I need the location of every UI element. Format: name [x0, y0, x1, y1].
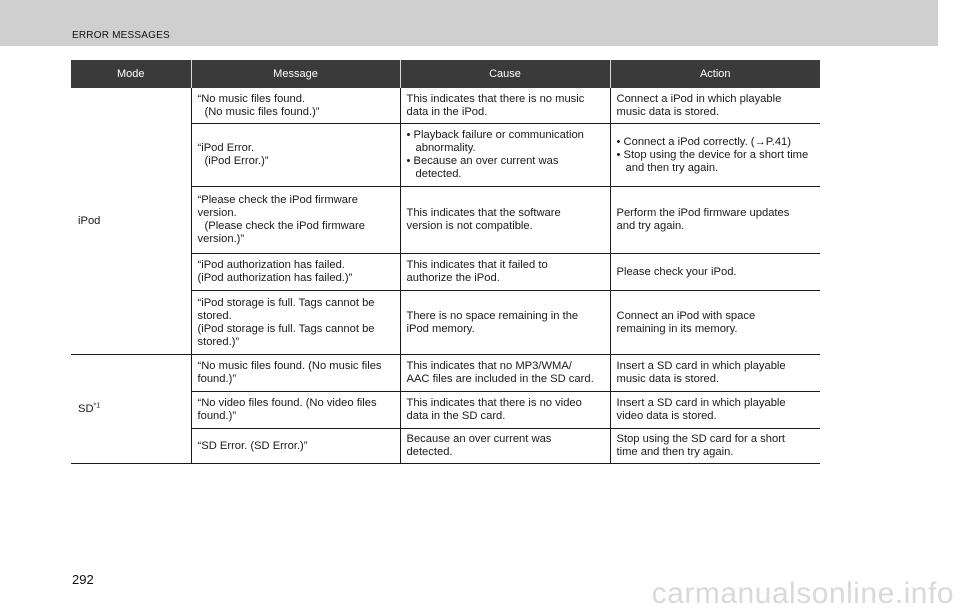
cause-text: This indicates that it failed to: [406, 259, 548, 271]
cause-text: detected.: [406, 446, 453, 458]
cause-cell: [400, 429, 610, 464]
cause-cell: [400, 355, 610, 392]
message-cell: [191, 355, 400, 392]
message-text: (iPod Error.)”: [204, 155, 269, 167]
action-cell: [610, 88, 820, 124]
cause-text: iPod memory.: [406, 322, 475, 335]
message-cell: [191, 291, 400, 355]
message-text: “No music files found.: [197, 92, 306, 105]
message-text: “Please check the iPod firmware: [197, 194, 358, 206]
action-cell: [610, 429, 820, 464]
action-text: Please check your iPod.: [616, 265, 737, 278]
cause-text: data in the iPod.: [406, 105, 488, 118]
watermark: carmanualsonline.info: [651, 577, 954, 610]
action-text: and try again.: [616, 220, 685, 232]
action-cell: [610, 291, 820, 355]
section-title: ERROR MESSAGES: [72, 30, 170, 41]
message-text: version.: [197, 207, 237, 219]
message-text: “iPod authorization has failed.: [197, 259, 345, 271]
error-messages-table: [71, 60, 820, 464]
action-text: Insert a SD card in which playable: [616, 360, 786, 372]
action-cell: [610, 187, 820, 254]
message-cell: [191, 187, 400, 254]
cause-text: There is no space remaining in the: [406, 309, 579, 322]
cause-text: This indicates that no MP3/WMA/: [406, 360, 572, 372]
cause-cell: [400, 392, 610, 429]
action-text: video data is stored.: [616, 410, 717, 422]
action-text: music data is stored.: [616, 373, 720, 385]
message-text: stored.)”: [197, 335, 240, 348]
message-cell: [191, 429, 400, 464]
cause-cell: [400, 187, 610, 254]
cause-text: AAC files are included in the SD card.: [406, 373, 594, 385]
column-header-action: Action: [610, 60, 820, 88]
table-row: [71, 355, 820, 392]
table-header-row: [71, 60, 820, 88]
message-text: “iPod Error.: [197, 142, 255, 154]
cause-cell: [400, 124, 610, 187]
action-text: time and then try again.: [616, 446, 734, 458]
cause-text: version is not compatible.: [406, 220, 533, 232]
cause-text: data in the SD card.: [406, 410, 506, 422]
cause-text: This indicates that there is no music: [406, 92, 585, 105]
action-cell: [610, 124, 820, 187]
column-header-message: Message: [191, 60, 400, 88]
message-cell: [191, 124, 400, 187]
cause-bullet: • Playback failure or communication abnormality.: [406, 129, 584, 154]
action-text: Insert a SD card in which playable: [616, 397, 786, 409]
message-text: (iPod storage is full. Tags cannot be: [197, 322, 375, 335]
message-cell: [191, 392, 400, 429]
action-text: Connect an iPod with space: [616, 309, 756, 322]
message-text: (Please check the iPod firmware: [204, 220, 365, 232]
action-cell: [610, 392, 820, 429]
message-text: (No music files found.)”: [204, 105, 320, 118]
message-text: (iPod authorization has failed.)”: [197, 272, 353, 284]
message-text: “iPod storage is full. Tags cannot be: [197, 296, 375, 309]
message-text: “SD Error. (SD Error.)”: [197, 439, 308, 452]
message-text: “No music files found. (No music files: [197, 360, 382, 372]
column-header-cause: Cause: [400, 60, 610, 88]
cause-text: This indicates that there is no video: [406, 397, 582, 409]
cause-text: Because an over current was: [406, 433, 552, 445]
message-text: found.)”: [197, 373, 237, 385]
action-text: Connect a iPod in which playable: [616, 92, 782, 105]
cause-bullet: • Because an over current was detected.: [406, 155, 559, 180]
action-cell: [610, 355, 820, 392]
footnote-marker: *1: [93, 401, 101, 409]
mode-label: SD: [78, 402, 94, 415]
mode-label: iPod: [78, 214, 101, 227]
mode-cell-sd: [71, 355, 191, 464]
action-bullet: • Stop using the device for a short time and then try again.: [616, 148, 809, 174]
cause-cell: [400, 291, 610, 355]
message-cell: [191, 88, 400, 124]
action-text: music data is stored.: [616, 105, 720, 118]
cause-cell: [400, 88, 610, 124]
message-text: found.)”: [197, 410, 237, 422]
table-row: [71, 88, 820, 124]
cause-text: This indicates that the software: [406, 207, 561, 219]
mode-cell-ipod: [71, 88, 191, 355]
action-text: remaining in its memory.: [616, 322, 738, 335]
action-text: Stop using the SD card for a short: [616, 433, 786, 445]
message-text: version.)”: [197, 233, 245, 245]
cause-cell: [400, 254, 610, 291]
action-cell: [610, 254, 820, 291]
cause-text: authorize the iPod.: [406, 272, 500, 284]
column-header-mode: Mode: [71, 60, 191, 88]
message-cell: [191, 254, 400, 291]
page-number: 292: [72, 572, 94, 587]
header-band: [0, 0, 938, 46]
action-text: Perform the iPod firmware updates: [616, 207, 790, 219]
message-text: stored.: [197, 309, 232, 322]
message-text: “No video files found. (No video files: [197, 397, 377, 409]
action-bullet: • Connect a iPod correctly. (→P.41): [616, 135, 791, 148]
